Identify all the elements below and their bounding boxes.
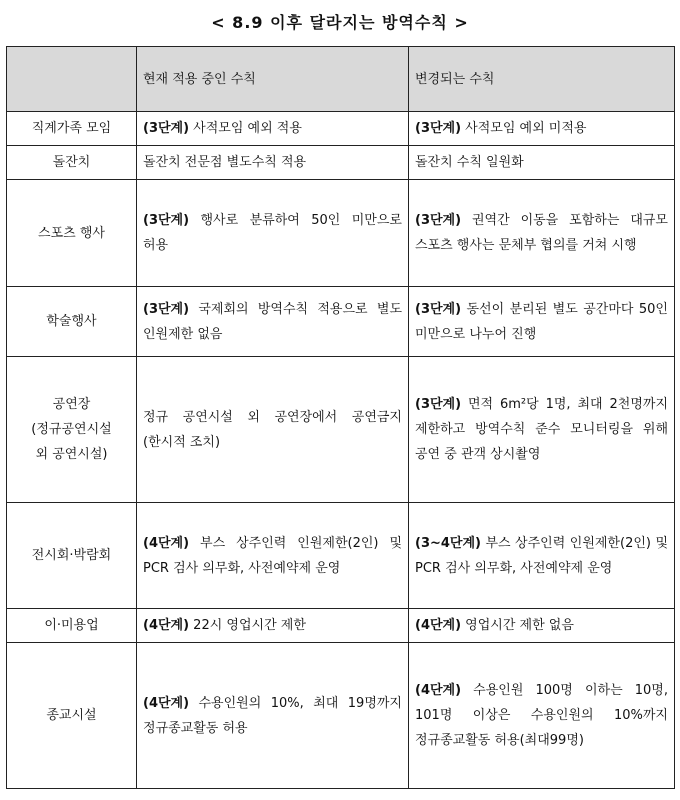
row-category: 전시회·박람회 bbox=[7, 503, 137, 609]
changed-rule-cell bbox=[409, 180, 675, 287]
row-category: 돌잔치 bbox=[7, 146, 137, 180]
stage-label: (3단계) bbox=[415, 213, 462, 228]
row-category: 스포츠 행사 bbox=[7, 180, 137, 287]
current-rule-cell bbox=[137, 643, 409, 789]
current-rule-cell bbox=[137, 357, 409, 503]
rule-text: 사적모임 예외 미적용 bbox=[461, 121, 587, 136]
table-row bbox=[7, 180, 675, 287]
changed-rule-cell bbox=[409, 357, 675, 503]
header-category bbox=[7, 47, 137, 112]
changed-rule-cell bbox=[409, 287, 675, 357]
changed-rule-cell bbox=[409, 112, 675, 146]
table-row bbox=[7, 643, 675, 789]
document-title: < 8.9 이후 달라지는 방역수칙 > bbox=[211, 13, 469, 32]
table-header-row bbox=[7, 47, 675, 112]
row-category: 직계가족 모임 bbox=[7, 112, 137, 146]
stage-label: (3단계) bbox=[143, 213, 190, 228]
rule-text: 부스 상주인력 인원제한(2인) 및 PCR 검사 의무화, 사전예약제 운영 bbox=[415, 535, 668, 576]
rule-text: 행사로 분류하여 50인 미만으로 허용 bbox=[143, 213, 402, 253]
changed-rule-cell bbox=[409, 146, 675, 180]
rule-text: 권역간 이동을 포함하는 대규모 스포츠 행사는 문체부 협의를 거쳐 시행 bbox=[415, 213, 668, 253]
table-row bbox=[7, 357, 675, 503]
table-row bbox=[7, 287, 675, 357]
row-category: 공연장 (정규공연시설 외 공연시설) bbox=[7, 357, 137, 503]
rule-text: 수용인원의 10%, 최대 19명까지 정규종교활동 허용 bbox=[143, 695, 402, 736]
stage-label: (3단계) bbox=[143, 121, 190, 136]
stage-label: (3단계) bbox=[415, 397, 462, 412]
stage-label: (3단계) bbox=[415, 301, 462, 317]
current-rule-cell bbox=[137, 609, 409, 643]
stage-label: (4단계) bbox=[415, 618, 462, 633]
rule-text: 돌잔치 전문점 별도수칙 적용 bbox=[143, 155, 307, 170]
current-rule-cell bbox=[137, 112, 409, 146]
rule-text: 부스 상주인력 인원제한(2인) 및 PCR 검사 의무화, 사전예약제 운영 bbox=[143, 535, 402, 576]
current-rule-cell bbox=[137, 287, 409, 357]
stage-label: (4단계) bbox=[415, 683, 462, 698]
rule-text: 영업시간 제한 없음 bbox=[461, 618, 574, 633]
row-category: 이·미용업 bbox=[7, 609, 137, 643]
rule-text: 수용인원 100명 이하는 10명, 101명 이상은 수용인원의 10%까지 정규종교활동 허용(최대99명) bbox=[415, 683, 668, 748]
changed-rule-cell bbox=[409, 609, 675, 643]
stage-label: (3단계) bbox=[415, 121, 462, 136]
rule-text: 국제회의 방역수칙 적용으로 별도 인원제한 없음 bbox=[143, 301, 402, 342]
stage-label: (4단계) bbox=[143, 535, 190, 551]
rule-text: 사적모임 예외 적용 bbox=[189, 121, 302, 136]
rules-table bbox=[6, 46, 675, 789]
table-row bbox=[7, 112, 675, 146]
header-current-rule: 현재 적용 중인 수칙 bbox=[137, 47, 409, 112]
row-category: 종교시설 bbox=[7, 643, 137, 789]
rule-text: 22시 영업시간 제한 bbox=[189, 618, 306, 633]
current-rule-cell bbox=[137, 180, 409, 287]
stage-label: (3단계) bbox=[143, 301, 190, 317]
stage-label: (4단계) bbox=[143, 695, 190, 711]
current-rule-cell bbox=[137, 146, 409, 180]
rule-text: 돌잔치 수칙 일원화 bbox=[415, 155, 524, 170]
current-rule-cell bbox=[137, 503, 409, 609]
row-category: 학술행사 bbox=[7, 287, 137, 357]
table-row bbox=[7, 503, 675, 609]
changed-rule-cell bbox=[409, 503, 675, 609]
header-changed-rule: 변경되는 수칙 bbox=[409, 47, 675, 112]
rule-text: 정규 공연시설 외 공연장에서 공연금지(한시적 조치) bbox=[143, 409, 402, 450]
table-row bbox=[7, 609, 675, 643]
rule-text: 면적 6m²당 1명, 최대 2천명까지 제한하고 방역수칙 준수 모니터링을 위해 공연 중 관객 상시촬영 bbox=[415, 397, 668, 462]
changed-rule-cell bbox=[409, 643, 675, 789]
stage-label: (4단계) bbox=[143, 618, 190, 633]
stage-label: (3~4단계) bbox=[415, 535, 481, 551]
table-row bbox=[7, 146, 675, 180]
rule-text: 동선이 분리된 별도 공간마다 50인 미만으로 나누어 진행 bbox=[415, 301, 668, 342]
